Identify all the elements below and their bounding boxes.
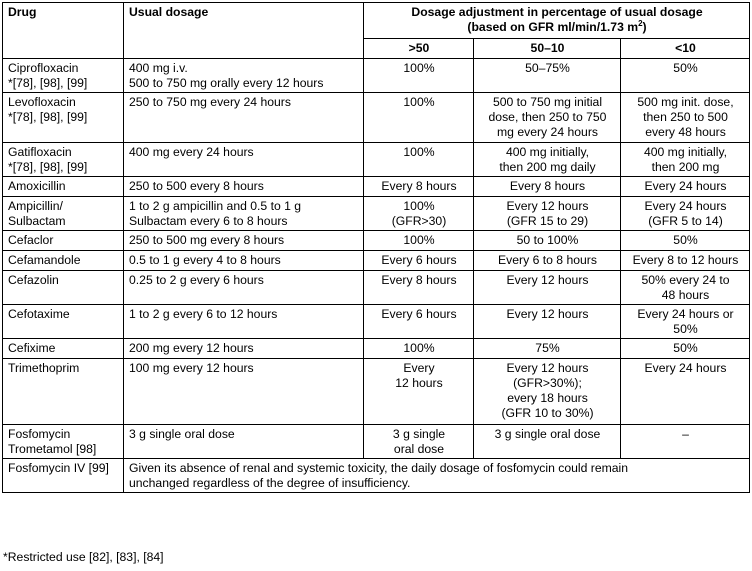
cell-line: Sulbactam (8, 214, 66, 228)
table-row (3, 59, 750, 93)
cell-line: Every 24 hours or (637, 307, 734, 321)
table-row (3, 459, 750, 493)
cell-gfr-lt10 (621, 143, 750, 177)
cell-line: 100% (403, 199, 435, 213)
cell-line: 3 g single (392, 427, 446, 441)
cell-drug (3, 251, 124, 271)
cell-line: Every 8 hours (381, 273, 457, 287)
header-drug: Drug (3, 3, 124, 59)
cell-line: Every 12 hours (506, 361, 589, 375)
cell-line: Cefotaxime (8, 307, 70, 321)
cell-gfr-lt10 (621, 93, 750, 143)
cell-gfr-gt50 (364, 339, 474, 359)
cell-line: 400 mg every 24 hours (129, 145, 254, 159)
cell-gfr-gt50 (364, 143, 474, 177)
header-gfr-gt50: >50 (364, 39, 474, 59)
cell-line: Every 12 hours (506, 307, 589, 321)
table-row (3, 339, 750, 359)
cell-drug: Fosfomycin IV [99] (3, 459, 124, 493)
header-usual-dosage: Usual dosage (124, 3, 364, 59)
cell-gfr-50-10 (474, 305, 621, 339)
cell-drug (3, 425, 124, 459)
header-adjust-line2: (based on GFR ml/min/1.73 $m^2$) (467, 18, 647, 34)
cell-line: unchanged regardless of the degree of insufficiency. (129, 476, 411, 490)
cell-line: 3 g single oral dose (494, 427, 601, 441)
cell-line: *[78], [98], [99] (8, 160, 88, 174)
cell-line: Cefaclor (8, 233, 54, 247)
cell-line: Every 24 hours (644, 179, 727, 193)
cell-line: Levofloxacin (8, 95, 76, 109)
cell-line: 100% (403, 61, 435, 75)
cell-gfr-gt50 (364, 197, 474, 231)
cell-line: 1 to 2 g ampicillin and 0.5 to 1 g (129, 199, 302, 213)
cell-line: Amoxicillin (8, 179, 66, 193)
cell-line: 250 to 500 mg every 8 hours (129, 233, 285, 247)
cell-line: Fosfomycin (8, 427, 71, 441)
cell-line: *[78], [98], [99] (8, 110, 88, 124)
cell-line: 48 hours (661, 288, 710, 302)
cell-line: 100% (403, 233, 435, 247)
cell-fosfomycin-iv-note (124, 459, 750, 493)
cell-line: Trometamol [98] (8, 442, 97, 456)
cell-line: Every 6 hours (381, 253, 457, 267)
cell-line: dose, then 250 to 750 (488, 110, 607, 124)
cell-gfr-lt10 (621, 59, 750, 93)
header-dosage-adjustment (364, 3, 750, 39)
cell-gfr-gt50 (364, 359, 474, 425)
cell-line: Cefamandole (8, 253, 81, 267)
cell-line: 500 to 750 mg orally every 12 hours (129, 76, 324, 90)
cell-line: (GFR 15 to 29) (506, 214, 589, 228)
cell-line: 400 mg i.v. (129, 61, 188, 75)
cell-gfr-lt10 (621, 251, 750, 271)
cell-gfr-50-10 (474, 251, 621, 271)
cell-gfr-lt10 (621, 425, 750, 459)
cell-line: Ciprofloxacin (8, 61, 79, 75)
cell-gfr-lt10 (621, 339, 750, 359)
cell-gfr-50-10 (474, 231, 621, 251)
cell-gfr-lt10 (621, 177, 750, 197)
cell-line: 50% (673, 61, 698, 75)
cell-usual-dosage (124, 231, 364, 251)
cell-line: Given its absence of renal and systemic toxicity, the daily dosage of fosfomycin could remain (129, 461, 629, 475)
cell-usual-dosage (124, 59, 364, 93)
cell-line: 500 to 750 mg initial (492, 95, 603, 109)
cell-line: Every 12 hours (506, 273, 589, 287)
cell-gfr-lt10 (621, 305, 750, 339)
cell-gfr-gt50 (364, 271, 474, 305)
cell-line: – (682, 427, 689, 441)
cell-line: 75% (535, 341, 560, 355)
table-body (3, 59, 750, 493)
cell-line: *[78], [98], [99] (8, 76, 88, 90)
cell-gfr-50-10 (474, 359, 621, 425)
cell-line: Trimethoprim (8, 361, 80, 375)
cell-line: (GFR>30%); (513, 376, 582, 390)
cell-line: 1 to 2 g every 6 to 12 hours (129, 307, 278, 321)
header-adjust-line1: Dosage adjustment in percentage of usual dosage (411, 5, 703, 19)
cell-line: 250 to 500 every 8 hours (129, 179, 264, 193)
cell-usual-dosage (124, 339, 364, 359)
cell-gfr-lt10 (621, 231, 750, 251)
table-row (3, 177, 750, 197)
cell-line: Ampicillin/ (8, 199, 63, 213)
cell-drug (3, 305, 124, 339)
cell-usual-dosage (124, 197, 364, 231)
cell-line: Every 6 hours (381, 307, 457, 321)
cell-line: 0.5 to 1 g every 4 to 8 hours (129, 253, 281, 267)
table-row (3, 359, 750, 425)
cell-gfr-50-10 (474, 93, 621, 143)
cell-line: 100% (403, 95, 435, 109)
cell-line: Every 24 hours (644, 361, 727, 375)
cell-gfr-50-10 (474, 197, 621, 231)
cell-line: Every 12 hours (506, 199, 589, 213)
cell-line: 100% (403, 145, 435, 159)
cell-drug (3, 231, 124, 251)
cell-line: 50% (673, 322, 698, 336)
header-gfr-lt10: <10 (621, 39, 750, 59)
table-row (3, 231, 750, 251)
cell-drug (3, 59, 124, 93)
cell-line: Sulbactam every 6 to 8 hours (129, 214, 288, 228)
cell-line: Cefazolin (8, 273, 59, 287)
cell-line: oral dose (393, 442, 445, 456)
cell-drug (3, 339, 124, 359)
header-gfr-50-10: 50–10 (474, 39, 621, 59)
table-row (3, 251, 750, 271)
cell-line: 100% (403, 341, 435, 355)
table-row (3, 197, 750, 231)
cell-usual-dosage (124, 93, 364, 143)
cell-line: 12 hours (395, 376, 443, 390)
footnote: *Restricted use [82], [83], [84] (3, 550, 164, 564)
cell-line: Every 6 to 8 hours (498, 253, 597, 267)
cell-gfr-lt10 (621, 359, 750, 425)
cell-line: Every 8 hours (509, 179, 586, 193)
cell-gfr-50-10 (474, 271, 621, 305)
cell-gfr-lt10 (621, 197, 750, 231)
cell-line: 400 mg initially, (505, 145, 590, 159)
cell-line: 400 mg initially, (643, 145, 728, 159)
cell-line: then 200 mg (651, 160, 720, 174)
cell-gfr-gt50 (364, 93, 474, 143)
cell-gfr-gt50 (364, 59, 474, 93)
cell-gfr-gt50 (364, 425, 474, 459)
cell-line: 50 to 100% (516, 233, 579, 247)
table-row (3, 305, 750, 339)
cell-gfr-50-10 (474, 59, 621, 93)
cell-line: (GFR 5 to 14) (648, 214, 723, 228)
table-row (3, 425, 750, 459)
cell-line: 50% (673, 233, 698, 247)
cell-drug (3, 93, 124, 143)
table-row (3, 271, 750, 305)
cell-gfr-50-10 (474, 425, 621, 459)
cell-usual-dosage (124, 425, 364, 459)
cell-line: 3 g single oral dose (129, 427, 235, 441)
cell-drug (3, 197, 124, 231)
cell-usual-dosage (124, 305, 364, 339)
cell-line: 100 mg every 12 hours (129, 361, 254, 375)
cell-line: 50–75% (525, 61, 570, 75)
cell-line: Every 8 hours (381, 179, 457, 193)
cell-line: every 48 hours (645, 125, 726, 139)
cell-line: 500 mg init. dose, (637, 95, 734, 109)
cell-gfr-gt50 (364, 305, 474, 339)
cell-line: then 250 to 500 (643, 110, 728, 124)
cell-usual-dosage (124, 177, 364, 197)
cell-line: mg every 24 hours (497, 125, 598, 139)
cell-gfr-50-10 (474, 143, 621, 177)
cell-usual-dosage (124, 143, 364, 177)
cell-line: 50% (673, 341, 698, 355)
cell-line: Gatifloxacin (8, 145, 72, 159)
cell-line: 50% every 24 to (641, 273, 730, 287)
cell-gfr-gt50 (364, 231, 474, 251)
cell-line: every 18 hours (507, 391, 588, 405)
cell-gfr-50-10 (474, 339, 621, 359)
cell-line: 200 mg every 12 hours (129, 341, 254, 355)
cell-line: then 200 mg daily (499, 160, 596, 174)
cell-usual-dosage (124, 359, 364, 425)
cell-usual-dosage (124, 271, 364, 305)
cell-line: (GFR>30) (391, 214, 447, 228)
cell-line: Every 8 to 12 hours (632, 253, 739, 267)
cell-line: 0.25 to 2 g every 6 hours (129, 273, 264, 287)
cell-drug (3, 359, 124, 425)
cell-usual-dosage (124, 251, 364, 271)
cell-drug (3, 271, 124, 305)
cell-line: (GFR 10 to 30%) (501, 406, 594, 420)
cell-gfr-lt10 (621, 271, 750, 305)
cell-gfr-gt50 (364, 251, 474, 271)
cell-drug (3, 177, 124, 197)
cell-gfr-50-10 (474, 177, 621, 197)
table-row (3, 143, 750, 177)
cell-drug (3, 143, 124, 177)
cell-line: Every (403, 361, 435, 375)
cell-line: 250 to 750 mg every 24 hours (129, 95, 291, 109)
dosage-table (2, 2, 750, 493)
cell-gfr-gt50 (364, 177, 474, 197)
table-row (3, 93, 750, 143)
cell-line: Every 24 hours (644, 199, 727, 213)
cell-line: Cefixime (8, 341, 56, 355)
